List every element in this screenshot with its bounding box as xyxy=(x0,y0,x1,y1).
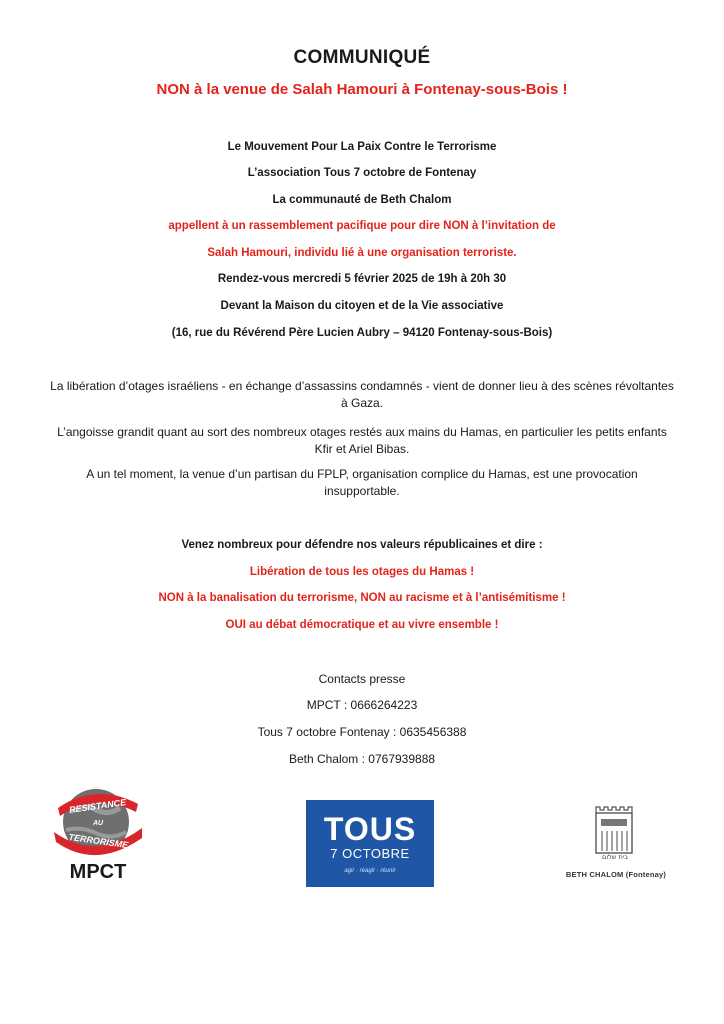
mpct-ring-top: RESISTANCE xyxy=(68,797,127,815)
mpct-logo xyxy=(50,782,150,882)
call-line: Salah Hamouri, individu lié à une organisation terroriste. xyxy=(207,247,517,259)
organizer-line: L’association Tous 7 octobre de Fontenay xyxy=(247,167,477,179)
contact-item: Beth Chalom : 0767939888 xyxy=(288,752,436,766)
beth-chalom-name: BETH CHALOM (Fontenay) xyxy=(565,870,667,879)
contacts-heading: Contacts presse xyxy=(318,672,406,686)
event-address: (16, rue du Révérend Père Lucien Aubry – 94120 Fontenay-sous-Bois) xyxy=(171,327,553,339)
beth-chalom-logo xyxy=(592,803,636,859)
contact-item: Tous 7 octobre Fontenay : 0635456388 xyxy=(257,725,467,739)
slogan: Libération de tous les otages du Hamas ! xyxy=(249,566,475,578)
tous-tagline: agir · réagir · réunir xyxy=(344,868,396,874)
body-paragraph: A un tel moment, la venue d’un partisan du FPLP, organisation complice du Hamas, est une provocation insupportable. xyxy=(86,467,638,498)
contact-item: MPCT : 0666264223 xyxy=(306,698,418,712)
appeal-intro: Venez nombreux pour défendre nos valeurs républicaines et dire : xyxy=(181,539,543,551)
mpct-name: MPCT xyxy=(69,861,127,882)
organizer-line: La communauté de Beth Chalom xyxy=(272,194,452,206)
mpct-ring-mid: AU xyxy=(92,820,104,827)
mpct-ring-bottom: TERRORISME xyxy=(68,831,129,851)
beth-hebrew-text: בית שלום xyxy=(602,853,628,861)
page-subtitle: NON à la venue de Salah Hamouri à Fontenay-sous-Bois ! xyxy=(156,81,568,98)
tous-main-text: TOUS xyxy=(323,811,417,847)
page-title: COMMUNIQUÉ xyxy=(293,47,431,68)
body-paragraph: L’angoisse grandit quant au sort des nombreux otages restés aux mains du Hamas, en particulier les petits enfants Kfir et Ariel Bibas. xyxy=(57,425,667,456)
body-paragraph: La libération d’otages israéliens - en échange d’assassins condamnés - vient de donner lieu à des scènes révoltantes à Gaza. xyxy=(50,379,674,410)
organizer-line: Le Mouvement Pour La Paix Contre le Terrorisme xyxy=(227,141,497,153)
tous-sub-text: 7 OCTOBRE xyxy=(330,846,410,861)
event-when: Rendez-vous mercredi 5 février 2025 de 19h à 20h 30 xyxy=(217,273,507,285)
slogan: OUI au débat démocratique et au vivre ensemble ! xyxy=(225,619,499,631)
event-where: Devant la Maison du citoyen et de la Vie associative xyxy=(220,300,504,312)
slogan: NON à la banalisation du terrorisme, NON au racisme et à l’antisémitisme ! xyxy=(158,592,566,604)
call-line: appellent à un rassemblement pacifique pour dire NON à l’invitation de xyxy=(168,220,556,232)
tous-7-octobre-logo xyxy=(306,800,434,887)
